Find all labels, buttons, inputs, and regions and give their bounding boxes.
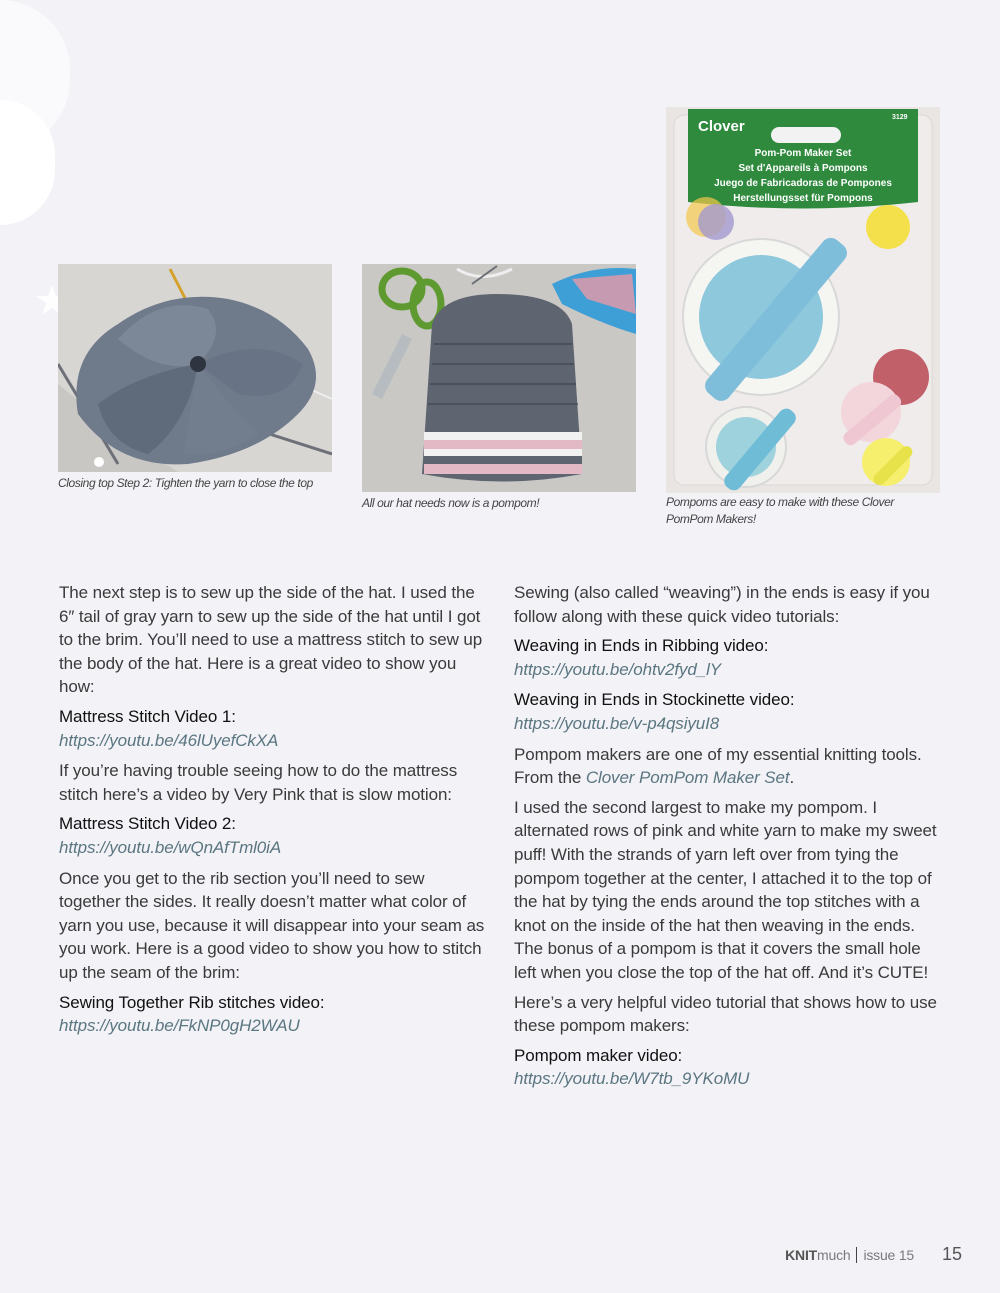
divider: [856, 1247, 857, 1263]
colon: :: [231, 706, 236, 726]
right-column: [514, 581, 942, 1098]
page-footer: [785, 1247, 914, 1263]
video-link[interactable]: https://youtu.be/ohtv2fyd_lY: [514, 659, 722, 679]
video-title-text: Pompom maker video: [514, 1045, 678, 1065]
left-column: [59, 581, 487, 1045]
colon: :: [231, 814, 236, 834]
video-link[interactable]: https://youtu.be/FkNP0gH2WAU: [59, 1016, 300, 1036]
paragraph: Here’s a very helpful video tutorial that shows how to use these pompom makers:: [514, 992, 937, 1036]
video-title: [59, 812, 487, 836]
issue-label: issue 15: [863, 1247, 914, 1263]
page-number: 15: [941, 1244, 962, 1264]
package-line-4: Herstellungsset für Pompons: [733, 193, 873, 204]
intro-paragraph: The next step is to sew up the side of the hat. I used the 6″ tail of gray yarn to sew up the side of the hat until I got to the brim. You’ll need to use a mattress stitch to sew up the body of the hat. Here is a great video to show you how:: [59, 583, 483, 697]
magazine-brand-light: much: [817, 1247, 851, 1263]
caption-pompom-maker: Pompoms are easy to make with these Clover PomPom Makers!: [666, 495, 894, 526]
package-line-2: Set d'Appareils à Pompons: [738, 163, 868, 174]
video-link[interactable]: https://youtu.be/v-p4qsiyuI8: [514, 713, 720, 733]
video-link[interactable]: https://youtu.be/W7tb_9YKoMU: [514, 1069, 750, 1089]
video-title: [514, 1044, 942, 1068]
caption-closing-top: Closing top Step 2: Tighten the yarn to close the top: [58, 476, 313, 490]
video-title-text: Weaving in Ends in Ribbing video: [514, 636, 764, 656]
video-link[interactable]: https://youtu.be/wQnAfTml0iA: [59, 837, 282, 857]
video-link[interactable]: https://youtu.be/46lUyefCkXA: [59, 730, 279, 750]
video-title-text: Weaving in Ends in Stockinette video: [514, 690, 790, 710]
colon: :: [763, 636, 769, 656]
video-title: [59, 705, 487, 729]
magazine-brand-bold: KNIT: [785, 1247, 818, 1263]
paragraph: Once you get to the rib section you’ll need to sew together the sides. It really doesn’t matter what color of yarn you use, because it will disappear into your seam as you work. Here is a good video to show you how to stitch up the seam of the brim:: [59, 868, 485, 982]
caption-finished-hat: All our hat needs now is a pompom!: [362, 496, 540, 510]
video-title: [514, 634, 942, 658]
paragraph: I used the second largest to make my pompom. I alternated rows of pink and white yarn to make my sweet puff! With the strands of yarn left over from tying the pompom together at the center, I attached it to the top of the hat by tying the ends around the top stitches with a knot on the inside of the hat then weaving in the ends. The bonus of a pompom is that it covers the small hole left when you close the top of the hat off. And it’s CUTE!: [514, 797, 937, 982]
photo-closing-top: [58, 264, 332, 472]
text: .: [789, 768, 795, 788]
photo-pompom-maker-package: [666, 107, 940, 493]
video-title-text: Mattress Stitch Video 2: [59, 814, 232, 834]
text: Pompom makers are one of my essential knitting tools. From the: [514, 744, 922, 788]
package-line-3: Juego de Fabricadoras de Pompones: [714, 178, 892, 189]
video-title: [59, 991, 487, 1015]
video-title-text: Mattress Stitch Video 1: [59, 706, 232, 726]
colon: :: [319, 992, 325, 1012]
clover-pompom-maker-link[interactable]: Clover PomPom Maker Set: [585, 768, 790, 788]
video-title: [514, 688, 942, 712]
video-title-text: Sewing Together Rib stitches video: [59, 992, 320, 1012]
photo-finished-hat: [362, 264, 636, 492]
product-code: 3129: [892, 114, 908, 121]
paragraph: [514, 743, 942, 790]
colon: :: [677, 1045, 683, 1065]
brand-logo: Clover: [698, 118, 745, 135]
colon: :: [789, 690, 795, 710]
package-line-1: Pom-Pom Maker Set: [754, 148, 852, 159]
intro-paragraph: Sewing (also called “weaving”) in the ends is easy if you follow along with these quick video tutorials:: [514, 583, 930, 626]
paragraph: If you’re having trouble seeing how to do the mattress stitch here’s a video by Very Pink that is slow motion:: [59, 761, 458, 804]
